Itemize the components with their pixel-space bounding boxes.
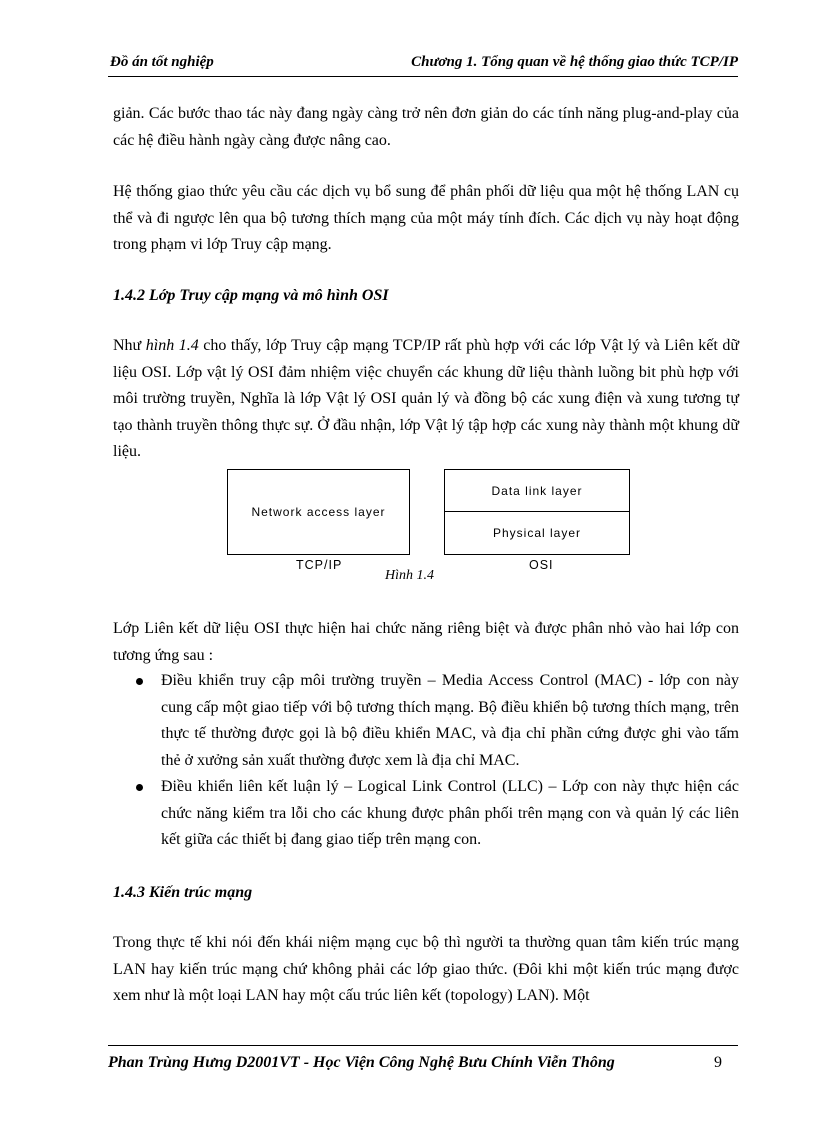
- header-chapter-title: Chương 1. Tổng quan về hệ thống giao thức TCP/IP: [411, 54, 738, 70]
- figure-caption: Hình 1.4: [385, 568, 434, 583]
- list-item: [113, 668, 739, 774]
- page-number: 9: [714, 1054, 722, 1071]
- paragraph-protocol-services: Hệ thống giao thức yêu cầu các dịch vụ bổ sung để phân phối dữ liệu qua một hệ thống LAN cụ thể và đi ngược lên qua bộ tương thích mạng của một máy tính đích. Các dịch vụ này hoạt động trong phạm vi lớp Truy cập mạng.: [113, 183, 739, 253]
- page-footer: [108, 1045, 738, 1072]
- tcpip-network-access-box: [227, 469, 410, 555]
- bullet-list: [113, 668, 739, 854]
- osi-physical-layer: Physical layer: [492, 525, 582, 540]
- section-heading-1-4-3: 1.4.3 Kiến trúc mạng: [113, 884, 253, 901]
- paragraph-text: cho thấy, lớp Truy cập mạng TCP/IP rất phù hợp với các lớp Vật lý và Liên kết dữ liệu OSI. Lớp vật lý OSI đảm nhiệm việc chuyển các khung dữ liệu thành luồng bit phù hợp với môi trường truyền, Nghĩa là lớp Vật lý OSI quản lý và đồng bộ các xung điện và xung tương tự tạo thành truyền thông thực sự. Ở đầu nhận, lớp Vật lý tập hợp các xung này thành một khung dữ liệu.: [113, 337, 739, 460]
- bullet-icon: [136, 784, 143, 791]
- figure-label-tcpip: TCP/IP: [296, 558, 343, 572]
- section-heading-1-4-2: 1.4.2 Lớp Truy cập mạng và mô hình OSI: [113, 287, 389, 304]
- page-header: [108, 52, 738, 77]
- list-item: [113, 774, 739, 854]
- paragraph-intro: giản. Các bước thao tác này đang ngày càng trở nên đơn giản do các tính năng plug-and-play của các hệ điều hành ngày càng được nâng cao.: [113, 105, 739, 149]
- osi-data-link-layer: Data link layer: [445, 470, 629, 512]
- paragraph-text: Như: [113, 337, 146, 354]
- paragraph-data-link: Lớp Liên kết dữ liệu OSI thực hiện hai chức năng riêng biệt và được phân nhỏ vào hai lớp con tương ứng sau :: [113, 620, 739, 664]
- bullet-icon: [136, 678, 143, 685]
- osi-layers-box: [444, 469, 630, 555]
- paragraph-network-access: [113, 333, 739, 466]
- header-left-title: Đồ án tốt nghiệp: [110, 54, 214, 70]
- tcpip-box-label: Network access layer: [251, 505, 386, 519]
- figure-reference: hình 1.4: [145, 337, 199, 354]
- footer-author: Phan Trùng Hưng D2001VT - Học Viện Công Nghệ Bưu Chính Viễn Thông: [108, 1054, 615, 1071]
- figure-label-osi: OSI: [529, 558, 554, 572]
- list-item-text: Điều khiển liên kết luận lý – Logical Link Control (LLC) – Lớp con này thực hiện các chức năng kiểm tra lỗi cho các khung được phân phối trên mạng con và quản lý các liên kết giữa các thiết bị đang giao tiếp trên mạng con.: [161, 778, 739, 848]
- list-item-text: Điều khiển truy cập môi trường truyền – Media Access Control (MAC) - lớp con này cung cấp một giao tiếp với bộ tương thích mạng. Bộ điều khiển bộ tương thích mạng, trên thực tế thường được gọi là bộ điều khiển MAC, và địa chỉ phần cứng được ghi vào tấm thẻ ở xưởng sản xuất thường được xem là địa chỉ MAC.: [161, 672, 739, 769]
- paragraph-architecture: Trong thực tế khi nói đến khái niệm mạng cục bộ thì người ta thường quan tâm kiến trúc mạng LAN hay kiến trúc mạng chứ không phải các lớp giao thức. (Đôi khi một kiến trúc mạng được xem như là một loại LAN hay một cấu trúc liên kết (topology) LAN). Một: [113, 934, 739, 1004]
